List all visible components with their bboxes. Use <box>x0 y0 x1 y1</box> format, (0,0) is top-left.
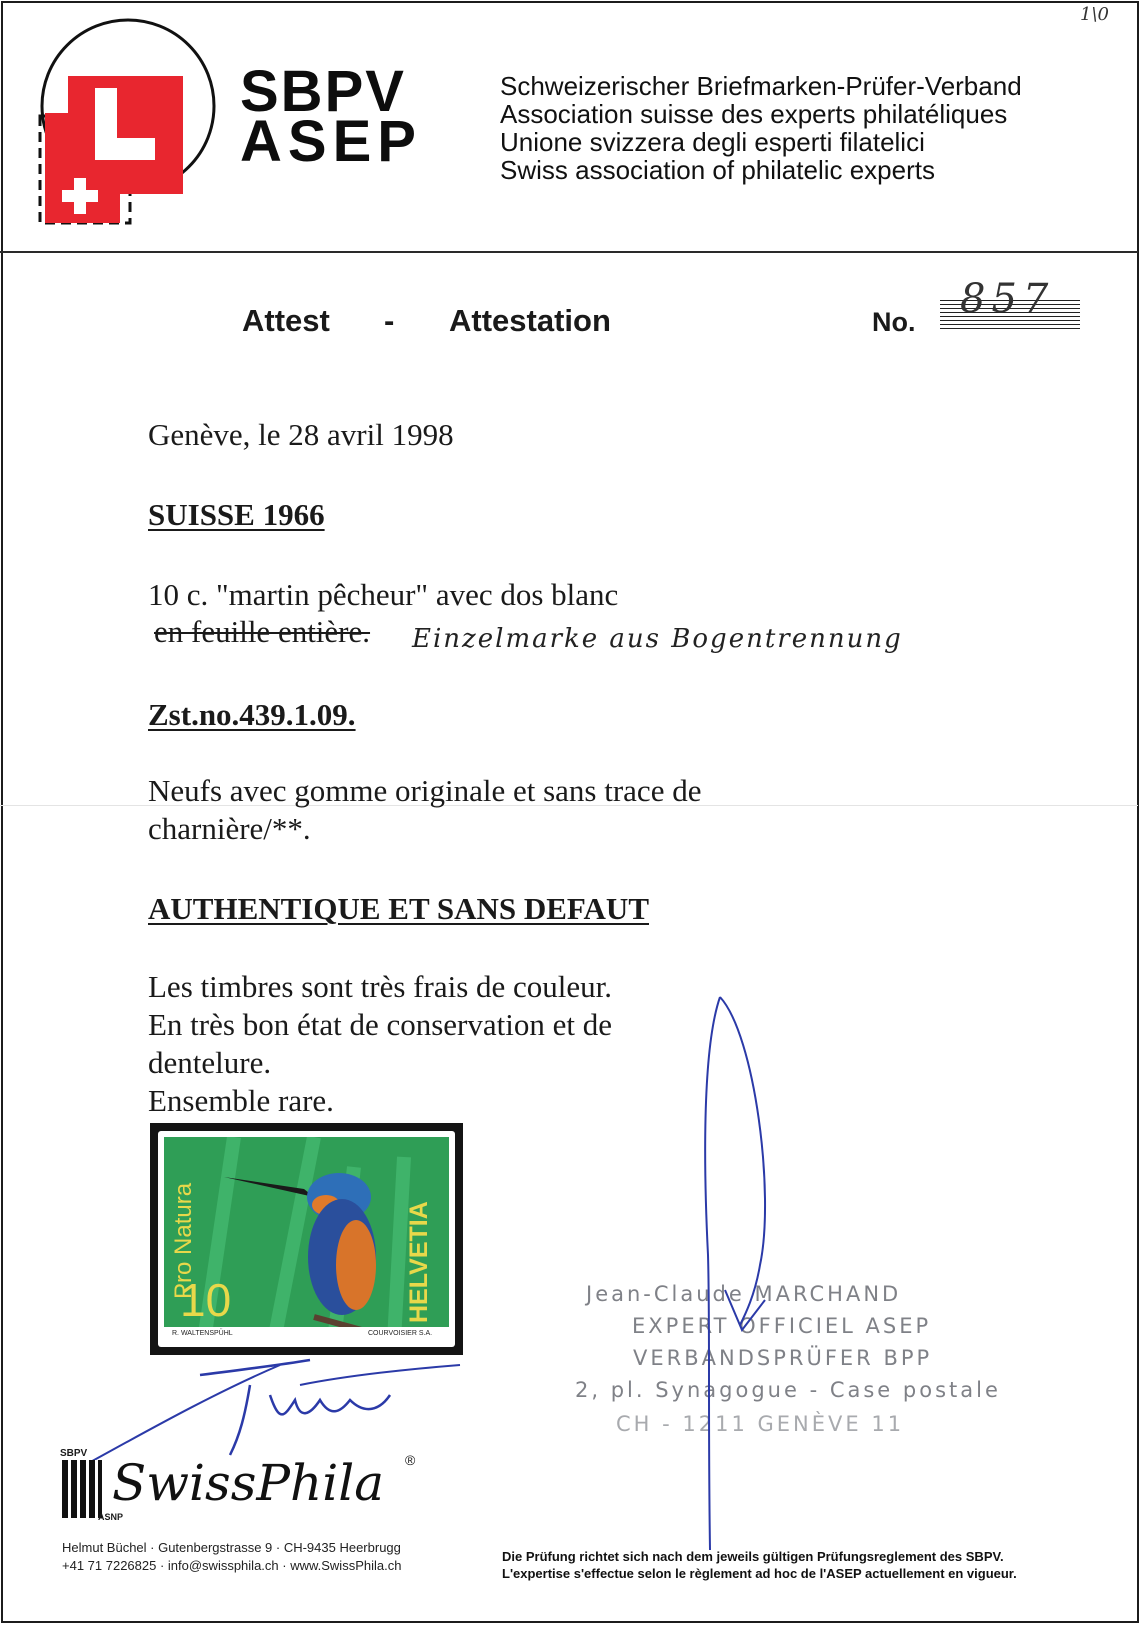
certificate-number-value: 857 <box>960 276 1055 322</box>
swissphila-address-line-2: +41 71 7226825 · info@swissphila.ch · www.SwissPhila.ch <box>62 1558 402 1573</box>
swissphila-address-line-1: Helmut Büchel · Gutenbergstrasse 9 · CH-9435 Heerbrugg <box>62 1540 401 1555</box>
stamp-pro-natura-text: Pro Natura <box>170 1182 197 1299</box>
title-attestation: Attestation <box>449 303 611 338</box>
expert-stamp-title: EXPERT OFFICIEL ASEP <box>632 1314 932 1338</box>
association-name-it: Unione svizzera degli esperti filatelici <box>500 127 925 157</box>
swissphila-asnp-label: ASNP <box>98 1512 124 1522</box>
swissphila-emblem <box>62 1460 102 1518</box>
stamp-imprint-right: COURVOISIER S.A. <box>368 1330 433 1337</box>
certificate-number-label: No. <box>872 307 916 337</box>
stamp-imprint-left: R. WALTENSPÜHL <box>172 1330 233 1337</box>
place-date: Genève, le 28 avril 1998 <box>148 417 454 452</box>
condition-line-2: charnière/**. <box>148 811 311 846</box>
sbpv-logo-emblem <box>10 18 235 243</box>
struck-text: en feuille entière. <box>154 614 371 649</box>
remark-line-2: En très bon état de conservation et de <box>148 1007 612 1042</box>
corner-handwritten-mark: 1\0 <box>1080 4 1109 25</box>
stamp-helvetia-text: HELVETIA <box>405 1201 433 1323</box>
swissphila-registered: ® <box>405 1452 416 1468</box>
swissphila-brand: SwissPhila <box>112 1454 384 1512</box>
verdict: AUTHENTIQUE ET SANS DEFAUT <box>148 891 649 926</box>
swissphila-sbpv-label: SBPV <box>60 1448 88 1459</box>
catalog-number: Zst.no.439.1.09. <box>148 697 356 732</box>
country-year: SUISSE 1966 <box>148 497 325 532</box>
logo-text-asep: ASEP <box>240 109 422 174</box>
stamp-value: 10 <box>180 1274 232 1326</box>
expert-stamp-city: CH - 1211 GENÈVE 11 <box>616 1412 905 1436</box>
association-name-fr: Association suisse des experts philatéliques <box>500 99 1008 129</box>
expert-stamp-address: 2, pl. Synagogue - Case postale <box>575 1378 1001 1402</box>
title-attest: Attest <box>242 303 330 338</box>
association-name-de: Schweizerischer Briefmarken-Prüfer-Verband <box>500 71 1022 101</box>
stamp-image <box>150 1123 463 1355</box>
stamp-description: 10 c. "martin pêcheur" avec dos blanc <box>148 577 619 612</box>
remark-line-1: Les timbres sont très frais de couleur. <box>148 969 613 1004</box>
footer-line-de: Die Prüfung richtet sich nach dem jeweils gültigen Prüfungsreglement des SBPV. <box>502 1549 1004 1564</box>
condition-line-1: Neufs avec gomme originale et sans trace de <box>148 773 702 808</box>
expert-stamp-bpp: VERBANDSPRÜFER BPP <box>633 1346 933 1370</box>
association-name-en: Swiss association of philatelic experts <box>500 155 935 185</box>
remark-line-3: dentelure. <box>148 1045 272 1080</box>
footer-line-fr: L'expertise s'effectue selon le règlement ad hoc de l'ASEP actuellement en vigueur. <box>502 1566 1017 1581</box>
expert-stamp-name: Jean-Claude MARCHAND <box>586 1282 902 1306</box>
title-separator: - <box>384 303 395 338</box>
header-divider <box>0 251 1138 253</box>
remark-line-4: Ensemble rare. <box>148 1083 334 1118</box>
association-names <box>500 72 1022 184</box>
handwritten-note: Einzelmarke aus Bogentrennung <box>412 624 903 654</box>
swissphila-logo <box>60 1448 420 1526</box>
blue-pen-signature-mark <box>680 995 790 1555</box>
logo-text-sbpv: SBPV <box>240 59 406 124</box>
